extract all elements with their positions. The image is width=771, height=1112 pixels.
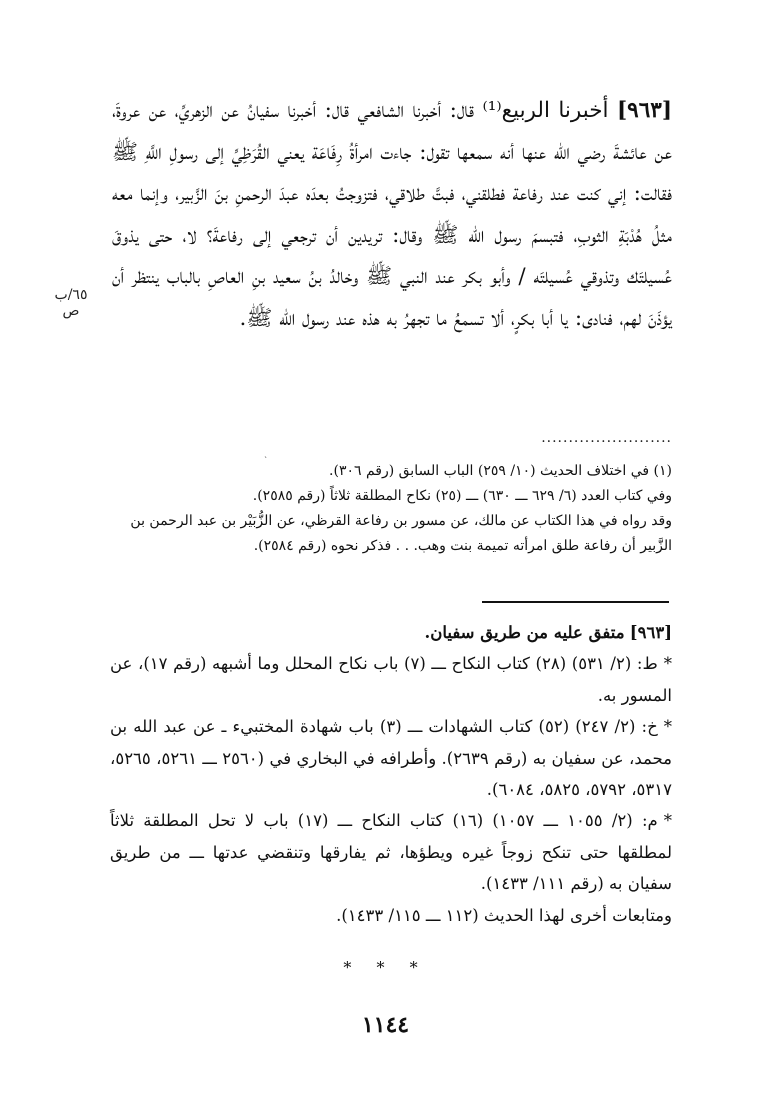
footnote-separator-dots: ........................ [541, 430, 672, 446]
footnote-line: (١) في اختلاف الحديث (١٠/ ٢٥٩) الباب السابق (رقم ٣٠٦). [329, 463, 672, 479]
asterisk-icon: * [663, 717, 672, 737]
hadith-text [112, 90, 672, 340]
takhrij-entry [110, 711, 672, 805]
takhrij-heading [110, 617, 672, 648]
section-separator: * * * [343, 958, 428, 977]
takhrij-entry [110, 648, 672, 711]
hadith-number: [٩٦٣] [616, 98, 672, 123]
folio-manuscript-siglum: ص [62, 303, 80, 319]
footnotes [112, 459, 672, 559]
footnote-line: وقد رواه في هذا الكتاب عن مالك، عن مسور بن رفاعة القرظي، عن الزُّبَيْر بن عبد الرحمن بن [130, 513, 672, 529]
asterisk-icon: * [663, 811, 672, 831]
stray-mark: ` [264, 456, 268, 465]
takhrij-section [110, 617, 672, 931]
footnote-line: الزَّبير أن رفاعة طلق امرأته تميمة بنت وهب. . . فذكر نحوه (رقم ٢٥٨٤). [253, 538, 672, 554]
takhrij-entry [110, 805, 672, 899]
footnote-line: وفي كتاب العدد (٦/ ٦٢٩ ـــ ٦٣٠) ـــ (٢٥) نكاح المطلقة ثلاثاً (رقم ٢٥٨٥). [252, 488, 672, 504]
takhrij-entry-text: خ: (٢/ ٢٤٧) (٥٢) كتاب الشهادات ـــ (٣) باب شهادة المختبيء ـ عن عبد الله بن محمد، عن سفيان به (رقم ٢٦٣٩). وأطرافه في البخاري في (٢٥٦٠ ـــ ٥٢٦١، ٥٢٦٥، ٥٣١٧، ٥٧٩٢، ٥٨٢٥، ٦٠٨٤). [110, 717, 673, 800]
folio-reference: ٦٥/ب [54, 287, 88, 303]
takhrij-title: متفق عليه من طريق سفيان. [424, 623, 625, 642]
asterisk-icon: * [663, 654, 672, 674]
manuscript-folio-note [40, 287, 102, 319]
takhrij-entry-text: م: (٢/ ١٠٥٥ ـــ ١٠٥٧) (١٦) كتاب النكاح ـــ (١٧) باب لا تحل المطلقة ثلاثاً لمطلقها حتى تنكح زوجاً غيره ويطؤها، ثم يفارقها وتنقضي عدتها ـــ من طريق سفيان به (رقم ١١١/ ١٤٣٣). [110, 811, 672, 894]
takhrij-number: [٩٦٣] [629, 623, 672, 642]
takhrij-entry-text: ط: (٢/ ٥٣١) (٢٨) كتاب النكاح ـــ (٧) باب نكاح المحلل وما أشبهه (رقم ١٧)، عن المسور به. [110, 654, 672, 705]
takhrij-divider [482, 601, 669, 603]
page-number: ١١٤٤ [361, 1012, 410, 1038]
hadith-body: أخبرنا الربيع⁽¹⁾ قال: أخبرنا الشافعي قال: أخبرنا سفيانُ عن الزهريِّ، عن عروةَ، عن عائشةَ رضي الله عنها أنه سمعها تقول: جاءت امرأةُ رِفَاعَة يعني القُرَظِيِّ إلى رسولِ اللَّهِ ﷺ فقالت: إني كنت عند رفاعة فطلقني، فبتَّ طلاقي، فتزوجتُ بعدَه عبدَ الرحمنِ بنَ الزَّبير، وإنما معه مثلُ هُدْبَةِ الثوبِ، فتبسمَ رسول الله ﷺ وقال: تريدين أن ترجعي إلى رفاعةَ؟ لا، حتى يذوقَ عُسيلتَك وتذوقي عُسيلتَه / وأبو بكر عند النبي ﷺ وخالدُ بنُ سعيد بنِ العاصِ بالباب ينتظر أن يؤذَنَ لهم، فنادى: يا أبا بكرٍ، ألا تسمعُ ما تجهرُ به هذه عند رسول الله ﷺ. [112, 98, 672, 331]
takhrij-closing: ومتابعات أخرى لهذا الحديث (١١٢ ـــ ١١٥/ ١٤٣٣). [336, 905, 672, 925]
